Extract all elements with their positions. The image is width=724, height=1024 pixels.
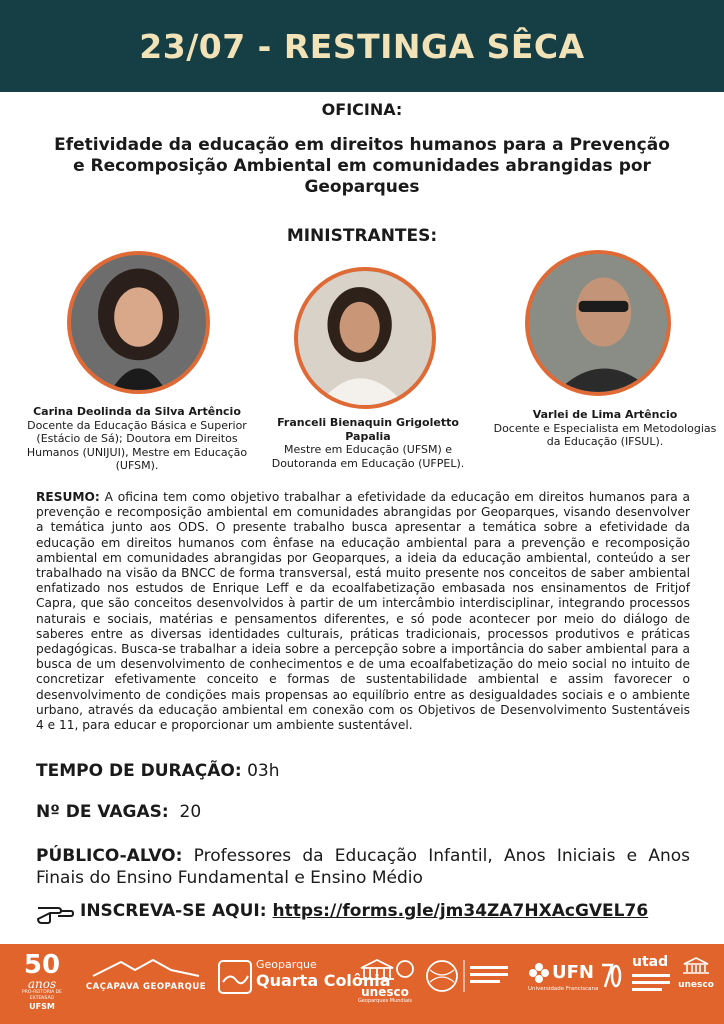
publico-line — [36, 845, 690, 889]
duracao-label: TEMPO DE DURAÇÃO: — [36, 761, 242, 781]
unesco-geoparques-logo: unesco Geoparques Mundiais — [352, 956, 418, 1004]
presenter-franceli — [258, 416, 478, 470]
ministrantes-label: MINISTRANTES: — [286, 226, 438, 246]
utad-logo: utad — [632, 954, 674, 991]
resumo-label: RESUMO: — [36, 490, 100, 504]
presenter-carina — [25, 405, 249, 473]
ufsm-50-anos-logo: 50 anos PRÓ-REITORIA DE EXTENSÃO UFSM — [22, 950, 62, 1011]
inscreva-label: INSCREVA-SE AQUI: — [80, 901, 267, 921]
presenter-varlei — [490, 408, 720, 449]
vagas-label: Nº DE VAGAS: — [36, 802, 169, 822]
presenter-bio: Docente e Especialista em Metodologias da Educação (IFSUL). — [493, 421, 717, 448]
duracao-line — [36, 761, 279, 781]
presenter-photo-varlei — [525, 250, 671, 396]
publico-value: Professores da Educação Infantil, Anos Iniciais e Anos Finais do Ensino Fundamental e Ensino Médio — [36, 846, 690, 888]
form-link[interactable]: https://forms.gle/jm34ZA7HXAcGVEL76 — [272, 901, 649, 921]
presenter-photo-carina — [67, 251, 210, 394]
seventy-icon — [600, 962, 622, 990]
ufn-flower-icon — [528, 962, 550, 984]
presenter-name: Franceli Bienaquin Grigoletto Papalia — [277, 416, 459, 443]
pointing-hand-icon — [36, 898, 74, 924]
seventy-years-logo — [600, 962, 622, 994]
header-banner — [0, 0, 724, 92]
vagas-line — [36, 802, 201, 822]
unesco-chair-logo: unesco — [676, 956, 716, 990]
resumo-text: A oficina tem como objetivo trabalhar a efetividade da educação em direitos humanos para a prevenção e recomposição ambiental em comunidades abrangidas por Geoparques, visando desenvolver a temática junto aos ODS. O presente trabalho busca apresentar a temática sobre a efetividade da educação em direitos humanos com ênfase na educação ambiental para a prevenção e recomposição ambiental em comunidades abrangidas por Geoparques, a ideia da educação ambiental, conteúdo a ser trabalhado na visão da BNCC de forma transversal, está muito presente nos conceitos de saber ambiental enfatizado nos estudos de Enrique Leff e da ecoalfabetização embasada nos ensinamentos de Fritjof Capra, que são conceitos desenvolvidos à partir de um intercâmbio interdisciplinar, integrando processos naturais e sociais, matérias e pensamentos diferentes, e só pode acontecer por meio do diálogo de saberes entre as diversas identidades culturais, práticas tradicionais, processos produtivos e práticas pedagógicas. Busca-se trabalhar a ideia sobre a percepção sobre a importância do saber ambiental para a busca de um desenvolvimento de conhecimentos e de uma ecoalfabetização do meio social no intuito de concretizar efetivamente conceito e formas de sustentabilidade ambiental e assim favorecer o desenvolvimento de condições mais propensas ao equilíbrio entre as desigualdades sociais e o ambiente urbano, através da educação ambiental em conexão com os Objetivos de Desenvolvimento Sustentáveis 4 e 11, para educar e proporcionar um ambiente sustentável. — [36, 490, 690, 733]
presenter-bio: Docente da Educação Básica e Superior (Estácio de Sá); Doutora em Direitos Humanos (UNIJUI), Mestre em Educação (UFSM). — [26, 418, 248, 472]
resumo-paragraph — [36, 490, 690, 733]
mountain-icon — [91, 956, 201, 978]
footer-logos: 50 anos PRÓ-REITORIA DE EXTENSÃO UFSM CAÇAPAVA GEOPARQUE Geoparque Quarta Colônia unesco Geoparques Mundiais UFN Universidade Franciscana utad unesco — [0, 944, 724, 1024]
globe-icon — [424, 956, 514, 996]
vagas-value: 20 — [179, 802, 202, 822]
page-title: 23/07 - RESTINGA SÊCA — [139, 26, 585, 66]
oficina-label: OFICINA: — [321, 100, 403, 119]
workshop-title: Efetividade da educação em direitos humanos para a Prevenção e Recomposição Ambiental em comunidades abrangidas por Geoparques — [54, 135, 670, 197]
presenter-bio: Mestre em Educação (UFSM) e Doutoranda em Educação (UFPEL). — [271, 443, 465, 470]
cacapava-geoparque-logo: CAÇAPAVA GEOPARQUE — [82, 956, 210, 992]
geoparque-wave-icon — [218, 960, 252, 994]
inscreva-line — [36, 898, 648, 924]
publico-label: PÚBLICO-ALVO: — [36, 846, 183, 866]
global-geoparks-network-logo — [424, 956, 514, 1000]
presenter-name: Varlei de Lima Artêncio — [532, 408, 678, 421]
unesco-temple-icon — [355, 956, 415, 982]
presenter-photo-franceli — [294, 267, 436, 409]
duracao-value: 03h — [247, 761, 280, 781]
unesco-temple-icon — [681, 956, 711, 976]
presenter-name: Carina Deolinda da Silva Artêncio — [33, 405, 241, 418]
